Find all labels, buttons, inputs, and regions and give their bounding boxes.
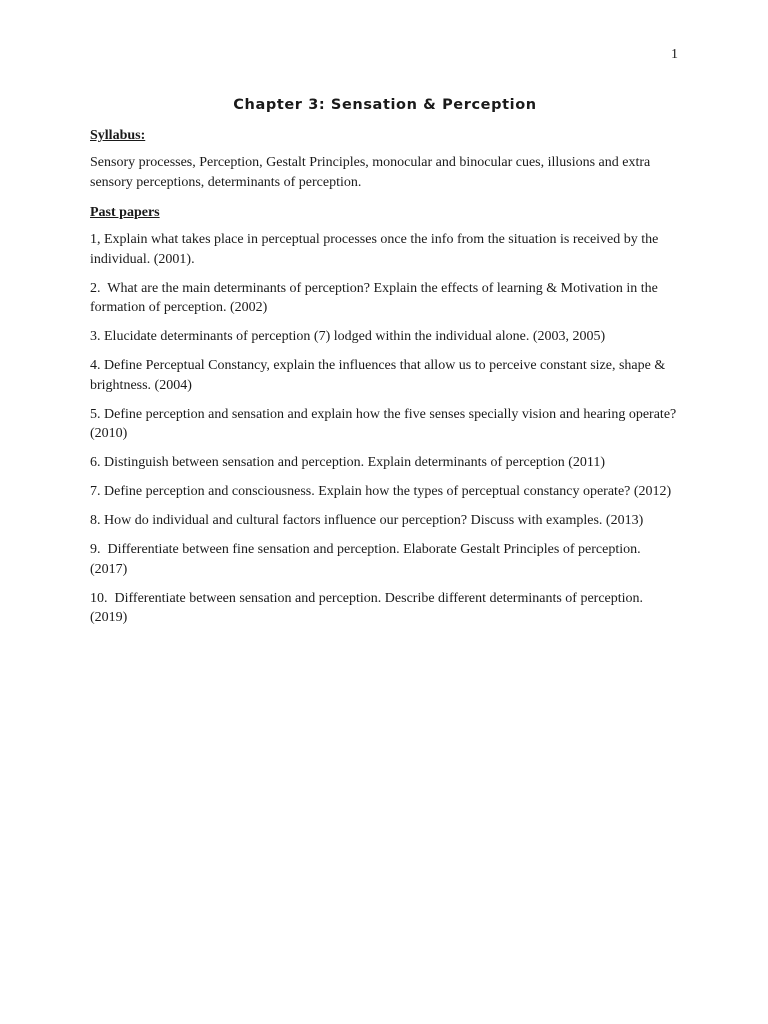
syllabus-text: Sensory processes, Perception, Gestalt Principles, monocular and binocular cues, illusions and extra sensory perceptions, determinants of perception. (90, 155, 651, 190)
chapter-title: Chapter 3: Sensation & Perception (233, 97, 537, 113)
question-item: 1, Explain what takes place in perceptual processes once the info from the situation is received by the individual. (2001). (90, 232, 662, 267)
question-item: 6. Distinguish between sensation and perception. Explain determinants of perception (2011) (90, 455, 606, 470)
document-body (90, 95, 680, 637)
question-list (90, 230, 680, 628)
question-item: 8. How do individual and cultural factors influence our perception? Discuss with examples. (2013) (90, 513, 644, 528)
question-item: 9. Differentiate between fine sensation and perception. Elaborate Gestalt Principles of perception. (2017) (90, 542, 645, 577)
question-item: 4. Define Perceptual Constancy, explain the influences that allow us to perceive constant size, shape & brightness. (2004) (90, 358, 669, 393)
question-item: 2. What are the main determinants of perception? Explain the effects of learning & Motivation in the formation of perception. (2002) (90, 280, 662, 315)
question-item: 7. Define perception and consciousness. Explain how the types of perceptual constancy operate? (2012) (90, 484, 672, 499)
page-number: 1 (671, 47, 678, 62)
question-item: 3. Elucidate determinants of perception (7) lodged within the individual alone. (2003, 2005) (90, 329, 606, 344)
past-papers-heading: Past papers (90, 205, 160, 220)
question-item: 10. Differentiate between sensation and perception. Describe different determinants of perception. (2019) (90, 590, 647, 625)
syllabus-heading: Syllabus: (90, 128, 146, 143)
question-item: 5. Define perception and sensation and explain how the five senses specially vision and hearing operate? (2010) (90, 406, 680, 441)
